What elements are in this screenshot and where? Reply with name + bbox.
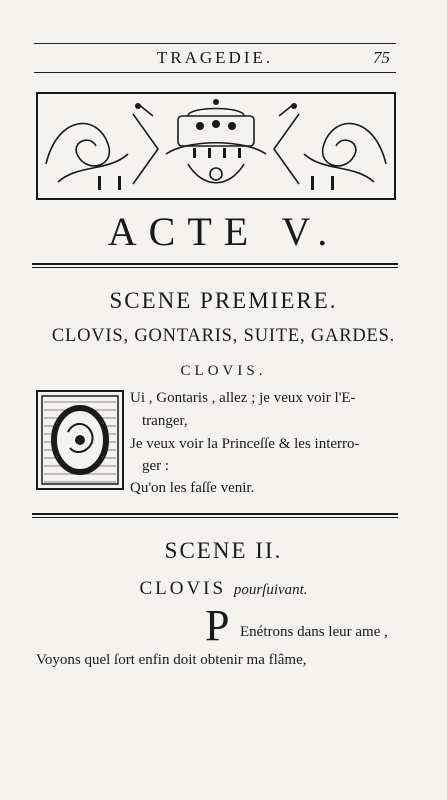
section-divider (32, 513, 398, 518)
page-number: 75 (373, 48, 390, 67)
decorated-initial (36, 390, 124, 490)
verse-line: Qu'on les faſſe venir. (130, 480, 255, 496)
speaker-name: CLOVIS. (180, 363, 267, 379)
speaker-with-direction (0, 578, 447, 600)
scene-title: SCENE II. (164, 538, 283, 563)
decorated-initial-icon (38, 392, 122, 488)
section-divider (32, 263, 398, 268)
verse-line: tranger, (142, 413, 188, 429)
speaker-name: CLOVIS (139, 578, 227, 599)
ornamental-headpiece (36, 92, 396, 200)
header-rule-top (34, 43, 396, 44)
verse-line: Enétrons dans leur ame , (240, 624, 388, 640)
character-list: CLOVIS, GONTARIS, SUITE, GARDES. (51, 326, 396, 346)
running-title: TRAGEDIE. (156, 48, 274, 67)
verse-line: Je veux voir la Princeſſe & les interro- (130, 436, 360, 452)
headpiece-ornament-icon (38, 94, 394, 198)
verse-line: ger : (142, 458, 170, 474)
scene-title: SCENE PREMIERE. (109, 288, 338, 313)
act-title: ACTE V. (107, 209, 340, 254)
verse-line: Ui , Gontaris , allez ; je veux voir l'E- (130, 390, 356, 406)
header-rule (34, 72, 396, 73)
drop-letter: P (205, 601, 230, 650)
stage-direction: pourſuivant. (233, 582, 308, 598)
running-header (34, 48, 396, 70)
verse-line: Voyons quel ſort enfin doit obtenir ma flâme, (36, 652, 307, 668)
